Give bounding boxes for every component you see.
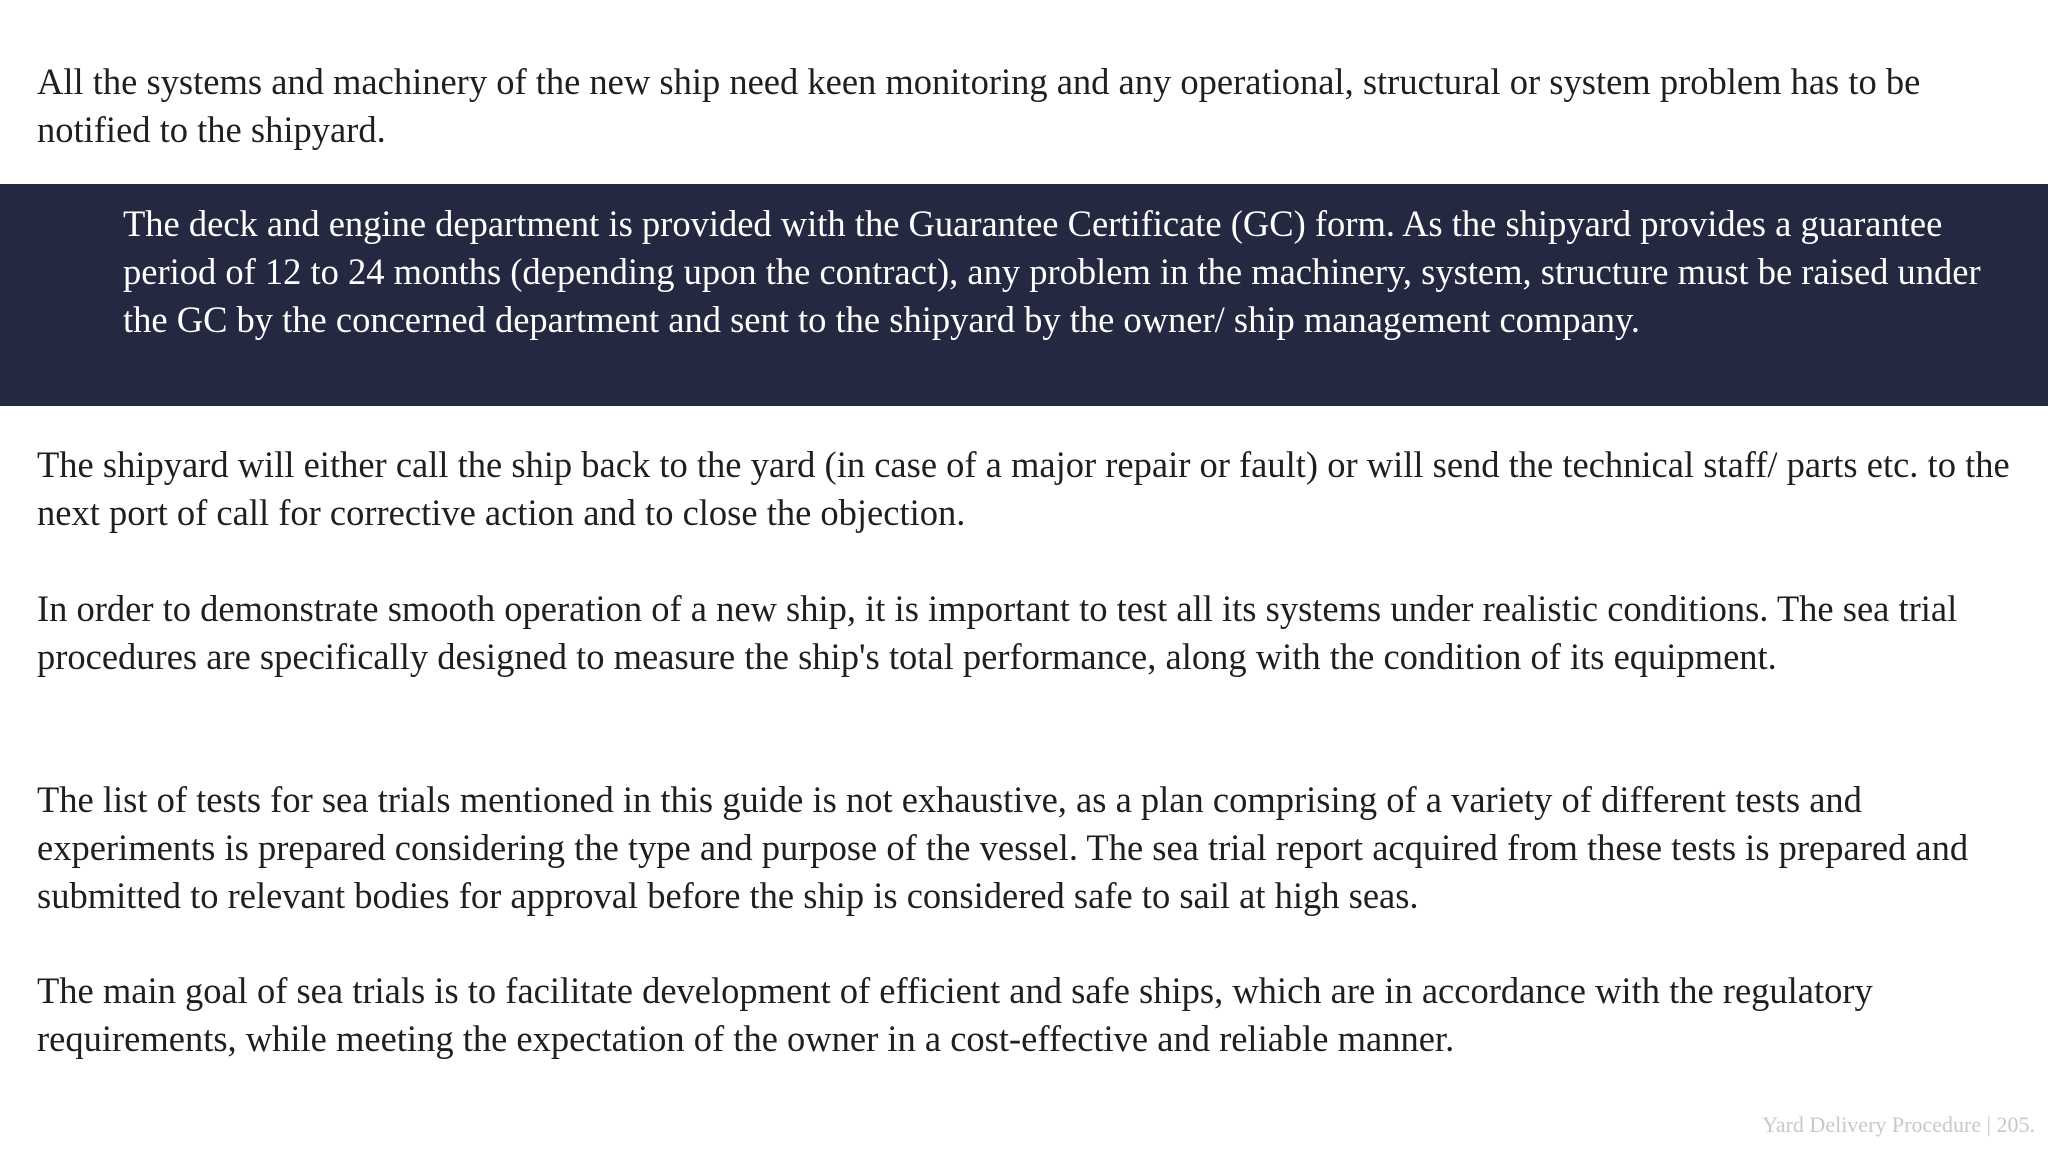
sea-trial-purpose-paragraph: In order to demonstrate smooth operation of a new ship, it is important to test all its systems under realistic conditions. The sea trial procedures are specifically designed to measure the ship's total performance, along with the condition of its equipment. [37,588,1958,677]
page-footer: Yard Delivery Procedure | 205. [1762,1112,2035,1137]
sea-trial-goal-paragraph: The main goal of sea trials is to facilitate development of efficient and safe ships, which are in accordance with the regulatory requirements, while meeting the expectation of the owner in a cost-effective and reliable manner. [37,970,1873,1059]
intro-paragraph: All the systems and machinery of the new ship need keen monitoring and any operational, structural or system problem has to be notified to the shipyard. [37,61,1921,150]
shipyard-action-paragraph: The shipyard will either call the ship back to the yard (in case of a major repair or fault) or will send the technical staff/ parts etc. to the next port of call for corrective action and to close the objection. [37,444,2010,533]
guarantee-certificate-paragraph: The deck and engine department is provided with the Guarantee Certificate (GC) form. As the shipyard provides a guarantee period of 12 to 24 months (depending upon the contract), any problem in the machinery, system, structure must be raised under the GC by the concerned department and sent to the shipyard by the owner/ ship management company. [123,203,1981,340]
sea-trial-tests-paragraph: The list of tests for sea trials mentioned in this guide is not exhaustive, as a plan comprising of a variety of different tests and experiments is prepared considering the type and purpose of the vessel. The sea trial report acquired from these tests is prepared and submitted to relevant bodies for approval before the ship is considered safe to sail at high seas. [37,779,1969,916]
